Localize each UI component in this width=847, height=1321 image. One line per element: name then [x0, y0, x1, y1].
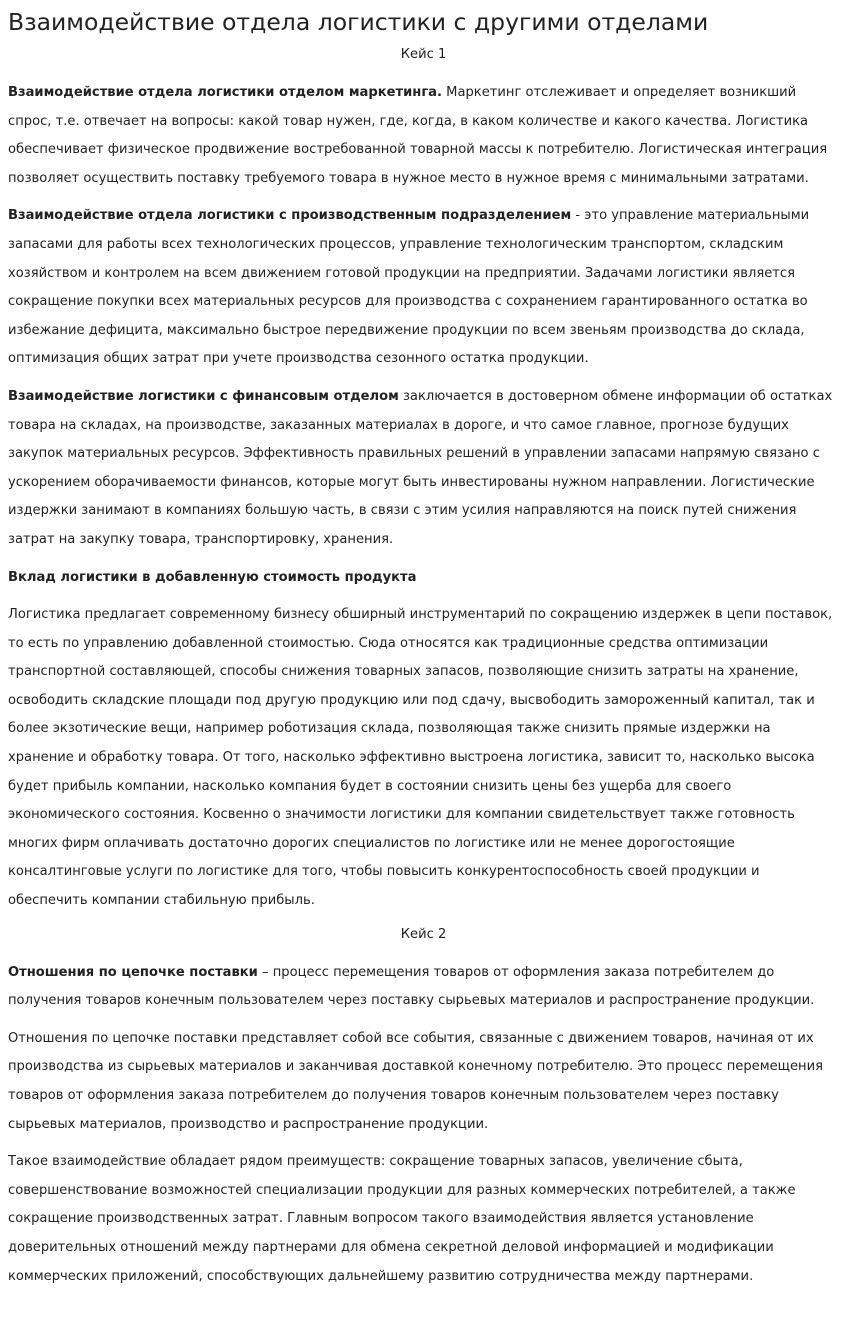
case-1-paragraph-finance [8, 383, 839, 555]
case-2-heading: Кейс 2 [400, 926, 447, 942]
case-1-paragraph-value-added: Логистика предлагает современному бизнесу обширный инструментарий по сокращению издержек в цепи поставок, то есть по управлению добавленной стоимостью. Сюда относятся как традиционные средства оптимизации транспортной составляющей, способы снижения товарных запасов, позволяющие снизить затраты на хранение, освободить складские площади под другую продукцию или под сдачу, высвободить замороженный капитал, так и более экзотические вещи, например роботизация склада, позволяющая также снизить прямые издержки на хранение и обработку товара. От того, насколько эффективно выстроена логистика, зависит то, насколько высока будет прибыль компании, насколько компания будет в состоянии снизить цены без ущерба для своего экономического состояния. Косвенно о значимости логистики для компании свидетельствует также готовность многих фирм оплачивать достаточно дорогих специалистов по логистике или не менее дорогостоящие консалтинговые услуги по логистике для того, чтобы повысить конкурентоспособность своей продукции и обеспечить компании стабильную прибыль. [8, 607, 833, 909]
marketing-bold-lead: Взаимодействие отдела логистики отделом маркетинга. [8, 85, 442, 100]
supply-chain-bold-lead: Отношения по цепочке поставки [8, 964, 258, 980]
case-2-paragraph-supply-chain [8, 959, 839, 1016]
case-1-paragraph-marketing [8, 79, 839, 193]
finance-bold-lead: Взаимодействие логистики с финансовым отделом [8, 388, 399, 404]
case-1-paragraph-production [8, 202, 839, 374]
production-text: - это управление материальными запасами для работы всех технологических процессов, управление технологическим транспортом, складским хозяйством и контролем на всем движением готовой продукции на предприятии. Задачами логистики является сокращение покупки всех материальных ресурсов для производства с сохранением гарантированного остатка во избежание дефицита, максимально быстрое передвижение продукции по всем звеньям производства до склада, оптимизация общих затрат при учете производства сезонного остатка продукции. [8, 208, 810, 367]
case-2-paragraph-events: Отношения по цепочке поставки представляет собой все события, связанные с движением товаров, начиная от их производства из сырьевых материалов и заканчивая доставкой конечному потребителю. Это процесс перемещения товаров от оформления заказа потребителем до получения товаров конечным пользователем через поставку сырьевых материалов, производство и распространение продукции. [8, 1030, 823, 1132]
marketing-text: Маркетинг отслеживает и определяет возникший спрос, т.е. отвечает на вопросы: какой товар нужен, где, когда, в каком количестве и какого качества. Логистика обеспечивает физическое продвижение востребованной товарной массы к потребителю. Логистическая интеграция позволяет осуществить поставку требуемого товара в нужное место в нужное время с минимальными затратами. [8, 85, 828, 186]
case-1-heading: Кейс 1 [400, 47, 447, 62]
case-1-value-added-heading [8, 564, 839, 593]
value-added-bold-heading: Вклад логистики в добавленную стоимость продукта [8, 569, 417, 585]
production-bold-lead: Взаимодействие отдела логистики с производственным подразделением [8, 208, 572, 224]
supply-chain-text: – процесс перемещения товаров от оформления заказа потребителем до получения товаров конечным пользователем через поставку сырьевых материалов и распространение продукции. [8, 964, 815, 1009]
page-title: Взаимодействие отдела логистики с другими отделами [8, 8, 709, 36]
case-2-paragraph-advantages: Такое взаимодействие обладает рядом преимуществ: сокращение товарных запасов, увеличение сбыта, совершенствование возможностей специализации продукции для разных коммерческих потребителей, а также сокращение производственных затрат. Главным вопросом такого взаимодействия является установление доверительных отношений между партнерами для обмена секретной деловой информацией и модификации коммерческих приложений, способствующих дальнейшему развитию сотрудничества между партнерами. [8, 1154, 796, 1284]
finance-text: заключается в достоверном обмене информации об остатках товара на складах, на производстве, заказанных материалах в дороге, и что самое главное, прогнозе будущих закупок материальных ресурсов. Эффективность правильных решений в управлении запасами напрямую связано с ускорением оборачиваемости финансов, которые могут быть инвестированы нужном направлении. Логистические издержки занимают в компаниях большую часть, в связи с этим усилия направляются на поиск путей снижения затрат на закупку товара, транспортировку, хранения. [8, 388, 833, 547]
